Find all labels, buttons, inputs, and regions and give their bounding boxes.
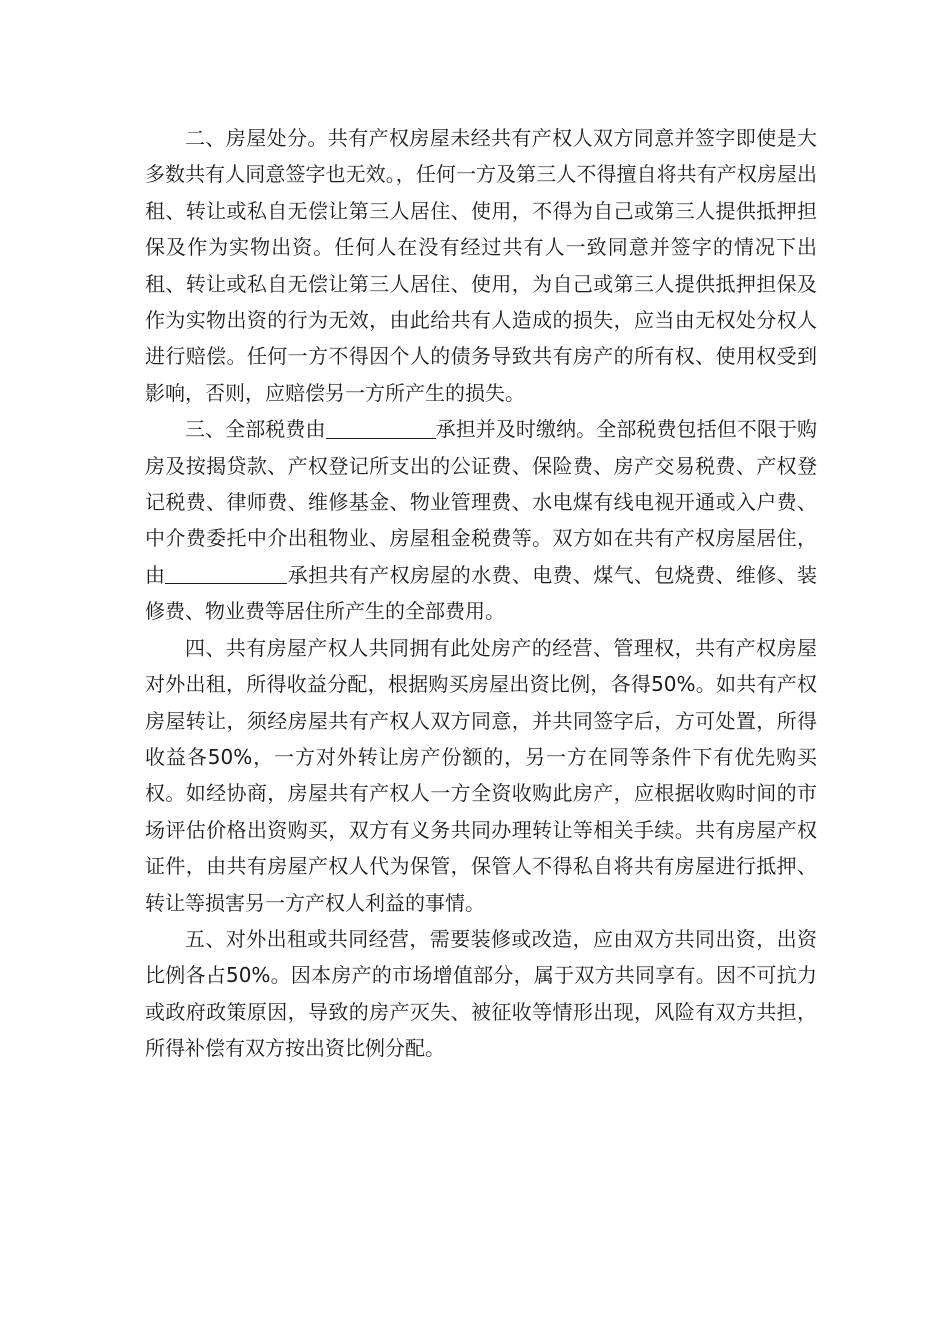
paragraph-text: 三、全部税费由 <box>185 417 326 442</box>
blank-underline <box>165 563 287 584</box>
paragraph-taxes-and-fees <box>145 411 817 629</box>
paragraph-text: 二、房屋处分。共有产权房屋未经共有产权人双方同意并签字即使是大多数共有人同意签字也无效。，任何一方及第三人不得擅自将共有产权房屋出租、转让或私自无偿让第三人居住、使用，不得为自己或第三人提供抵押担保及作为实物出资。任何人在没有经过共有人一致同意并签字的情况下出租、转让或私自无偿让第三人居住、使用，为自己或第三人提供抵押担保及作为实物出资的行为无效，由此给共有人造成的损失，应当由无权处分权人进行赔偿。任何一方不得因个人的债务导致共有房产的所有权、使用权受到影响，否则，应赔偿另一方所产生的损失。 <box>145 126 817 405</box>
paragraph-text: 承担共有产权房屋的水费、电费、煤气、包烧费、维修、装修费、物业费等居住所产生的全部费用。 <box>145 562 818 624</box>
paragraph-text: 四、共有房屋产权人共同拥有此处房产的经营、管理权，共有产权房屋对外出租，所得收益分配，根据购买房屋出资比例，各得50%。如共有产权房屋转让，须经房屋共有产权人双方同意，并共同签字后，方可处置，所得收益各50%，一方对外转让房产份额的，另一方在同等条件下有优先购买权。如经协商，房屋共有产权人一方全资收购此房产，应根据收购时间的市场评估价格出资购买，双方有义务共同办理转让等相关手续。共有房屋产权证件，由共有房屋产权人代为保管，保管人不得私自将共有房屋进行抵押、转让等损害另一方产权人利益的事情。 <box>145 635 817 915</box>
paragraph-management-rights <box>145 630 817 921</box>
paragraph-renovation-and-risk <box>145 921 817 1067</box>
paragraph-property-disposal <box>145 120 817 411</box>
blank-underline <box>326 418 436 439</box>
paragraph-text: 五、对外出租或共同经营，需要装修或改造，应由双方共同出资，出资比例各占50%。因本房产的市场增值部分，属于双方共同享有。因不可抗力或政府政策原因，导致的房产灭失、被征收等情形出现，风险有双方共担，所得补偿有双方按出资比例分配。 <box>145 926 817 1061</box>
paragraph-text: 承担并及时缴纳。全部税费包括但不限于购房及按揭贷款、产权登记所支出的公证费、保险费、房产交易税费、产权登记税费、律师费、维修基金、物业管理费、水电煤有线电视开通或入户费、中介费委托中介出租物业、房屋租金税费等。双方如在共有产权房屋居住，由 <box>145 417 818 587</box>
document-body <box>145 120 817 1067</box>
